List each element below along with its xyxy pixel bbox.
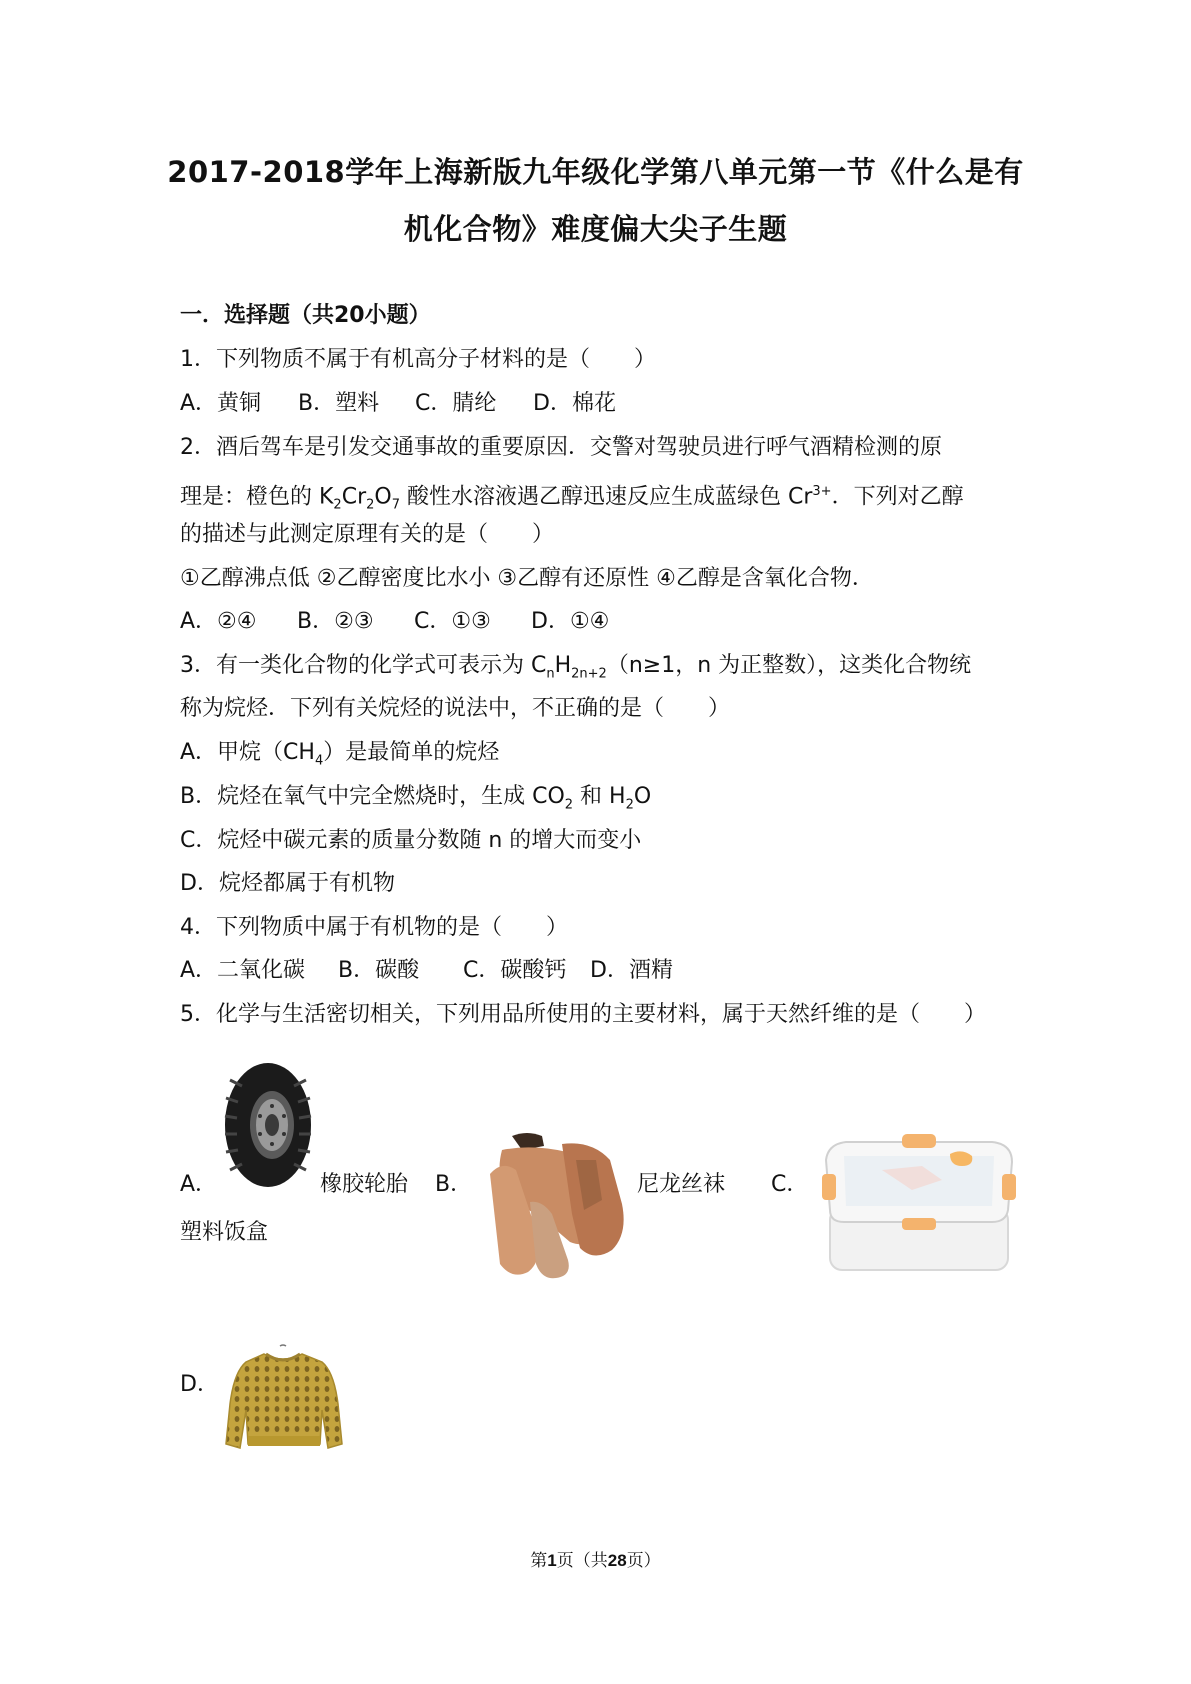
q5-option-d-letter: D． xyxy=(180,1372,219,1397)
footer-text: 第 xyxy=(530,1551,548,1571)
q4-stem: 4．下列物质中属于有机物的是（ ） xyxy=(180,915,568,940)
q2-sub: 2 xyxy=(333,497,342,513)
q5-option-b-text: 尼龙丝袜 xyxy=(637,1172,726,1197)
q3-text: O xyxy=(633,784,652,809)
q4-option-d: D．酒精 xyxy=(590,958,673,983)
q3-sub: 2n+2 xyxy=(571,666,607,682)
q4-option-a: A．二氧化碳 xyxy=(180,958,306,983)
q4-options xyxy=(180,956,673,986)
q5-stem: 5．化学与生活密切相关，下列用品所使用的主要材料，属于天然纤维的是（ ） xyxy=(180,1002,986,1027)
q2-stem-line2 xyxy=(180,477,964,521)
q2-stem-line3: 的描述与此测定原理有关的是（ ） xyxy=(180,522,555,547)
q2-text: O xyxy=(374,484,392,510)
q1-option-c: C．腈纶 xyxy=(415,391,497,416)
q3-sub: 2 xyxy=(625,797,634,813)
q2-option-b: B．②③ xyxy=(297,609,374,634)
footer-total-pages: 28 xyxy=(607,1551,627,1570)
wool-sweater-image xyxy=(222,1344,344,1456)
q3-text: ）是最简单的烷烃 xyxy=(323,740,500,765)
q3-text: A．甲烷（CH xyxy=(180,740,315,765)
q3-text: 和 H xyxy=(573,784,626,809)
q3-option-a xyxy=(180,738,499,776)
q1-option-d: D．棉花 xyxy=(533,391,616,416)
q5-option-c-letter: C． xyxy=(771,1172,809,1197)
q3-text: （n≥1，n 为正整数），这类化合物统 xyxy=(606,653,972,678)
q2-option-d: D．①④ xyxy=(531,609,610,634)
q2-items: ①乙醇沸点低 ②乙醇密度比水小 ③乙醇有还原性 ④乙醇是含氧化合物． xyxy=(180,566,874,591)
document-title-line1: 2017-2018学年上海新版九年级化学第八单元第一节《什么是有 xyxy=(167,155,1024,189)
q3-sub: n xyxy=(546,666,555,682)
q3-stem-line1 xyxy=(180,651,971,689)
q2-text: 酸性水溶液遇乙醇迅速反应生成蓝绿色 Cr xyxy=(400,484,813,510)
q2-text: Cr xyxy=(341,484,367,510)
q3-option-c: C．烷烃中碳元素的质量分数随 n 的增大而变小 xyxy=(180,828,642,853)
q4-option-c: C．碳酸钙 xyxy=(463,958,567,983)
plastic-lunch-box-image xyxy=(822,1130,1017,1280)
q2-option-a: A．②④ xyxy=(180,609,257,634)
q1-option-b: B．塑料 xyxy=(298,391,380,416)
q2-sub: 7 xyxy=(391,497,400,513)
q3-text: 3．有一类化合物的化学式可表示为 C xyxy=(180,653,547,678)
q4-option-b: B．碳酸 xyxy=(338,958,420,983)
q2-sub: 2 xyxy=(366,497,375,513)
q3-text: B．烷烃在氧气中完全燃烧时，生成 CO xyxy=(180,784,565,809)
q3-option-d: D．烷烃都属于有机物 xyxy=(180,871,395,896)
q3-sub: 2 xyxy=(564,797,574,813)
footer-text: 页） xyxy=(626,1551,661,1571)
footer-page-number: 1 xyxy=(547,1551,557,1570)
q2-option-c: C．①③ xyxy=(414,609,491,634)
q5-option-a-letter: A． xyxy=(180,1172,218,1197)
document-title-line2: 机化合物》难度偏大尖子生题 xyxy=(403,212,788,246)
q1-options xyxy=(180,389,616,419)
q1-stem: 1．下列物质不属于有机高分子材料的是（ ） xyxy=(180,347,656,372)
footer-text: 页（共 xyxy=(556,1551,608,1571)
q3-stem-line2: 称为烷烃．下列有关烷烃的说法中，不正确的是（ ） xyxy=(180,696,731,721)
nylon-stockings-image xyxy=(472,1130,632,1282)
q2-sup: 3+ xyxy=(812,484,832,499)
q3-text: H xyxy=(554,653,572,678)
q2-stem-line1: 2．酒后驾车是引发交通事故的重要原因．交警对驾驶员进行呼气酒精检测的原 xyxy=(180,435,942,460)
q1-option-a: A．黄铜 xyxy=(180,391,262,416)
q5-option-a-text: 橡胶轮胎 xyxy=(320,1172,409,1197)
q2-text: ．下列对乙醇 xyxy=(831,484,964,510)
section-heading: 一．选择题（共20小题） xyxy=(180,303,431,328)
tire-image xyxy=(222,1060,314,1190)
q2-text: 理是：橙色的 K xyxy=(180,484,334,510)
q5-option-c-text: 塑料饭盒 xyxy=(180,1220,269,1245)
q5-option-b-letter: B． xyxy=(435,1172,473,1197)
q3-sub: 4 xyxy=(314,753,324,769)
q3-option-b xyxy=(180,782,651,820)
q2-options xyxy=(180,607,609,637)
page-footer xyxy=(0,1546,1191,1571)
